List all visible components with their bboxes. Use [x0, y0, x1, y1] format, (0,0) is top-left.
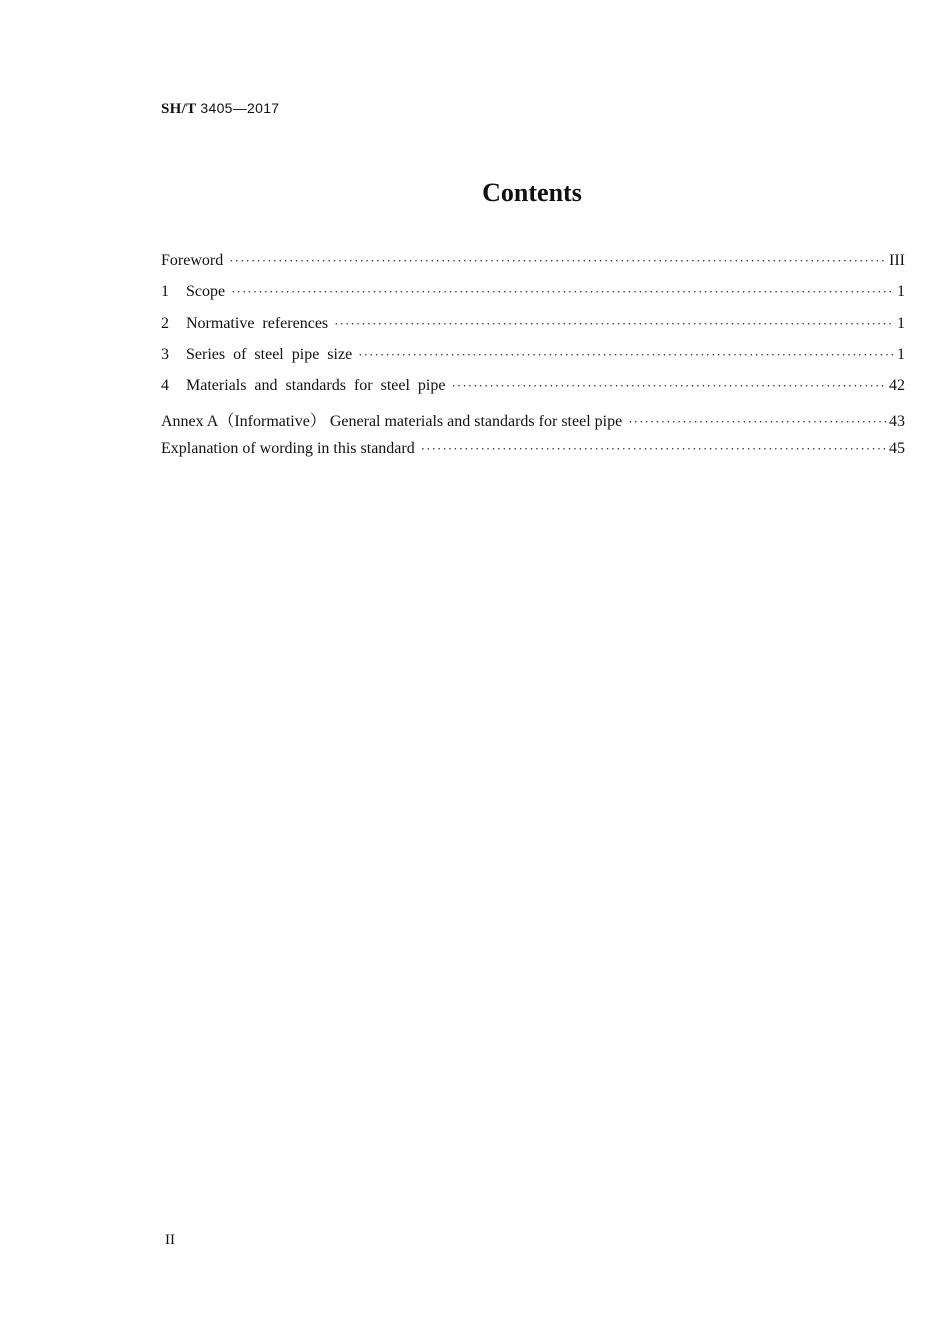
- toc-dot-leader: [231, 284, 895, 300]
- toc-item-label: Series of steel pipe size: [186, 345, 353, 363]
- toc-item-explanation-of-wording[interactable]: [161, 440, 905, 471]
- toc-item-label: Normative references: [186, 314, 329, 332]
- toc-item-number: 1: [161, 283, 169, 301]
- table-of-contents: [161, 252, 905, 471]
- toc-item-page: 42: [889, 377, 905, 395]
- toc-item-page: 1: [897, 345, 905, 363]
- standard-number: 3405—2017: [200, 100, 280, 116]
- toc-item-annex-a[interactable]: [161, 408, 905, 439]
- toc-item-label: Scope: [186, 283, 226, 301]
- toc-item-series-of-steel-pipe-size[interactable]: [161, 346, 905, 377]
- toc-item-number: 4: [161, 377, 169, 395]
- toc-dot-leader: [334, 316, 895, 332]
- toc-item-foreword[interactable]: [161, 252, 905, 283]
- toc-dot-leader: [358, 347, 895, 363]
- standard-code: [161, 100, 279, 118]
- toc-item-page: 43: [889, 413, 905, 431]
- standard-prefix: SH/T: [161, 101, 197, 117]
- toc-item-number: 2: [161, 314, 169, 332]
- toc-item-page: 1: [897, 283, 905, 301]
- toc-dot-leader: [628, 414, 887, 430]
- toc-item-label: Annex A（Informative） General materials and standards for steel pipe: [161, 413, 623, 431]
- toc-dot-leader: [451, 378, 887, 394]
- toc-item-label: Materials and standards for steel pipe: [186, 377, 446, 395]
- toc-item-normative-references[interactable]: [161, 315, 905, 346]
- toc-item-page: III: [889, 252, 905, 269]
- toc-item-label: Explanation of wording in this standard: [161, 439, 415, 457]
- toc-item-scope[interactable]: [161, 283, 905, 314]
- toc-item-page: 1: [897, 314, 905, 332]
- page-title: Contents: [482, 178, 582, 207]
- toc-dot-leader: [421, 441, 887, 457]
- toc-item-label: Foreword: [161, 252, 224, 269]
- page-number: II: [165, 1232, 175, 1248]
- toc-item-page: 45: [889, 439, 905, 457]
- toc-dot-leader: [229, 253, 887, 269]
- toc-item-number: 3: [161, 345, 169, 363]
- toc-item-materials-and-standards[interactable]: [161, 377, 905, 408]
